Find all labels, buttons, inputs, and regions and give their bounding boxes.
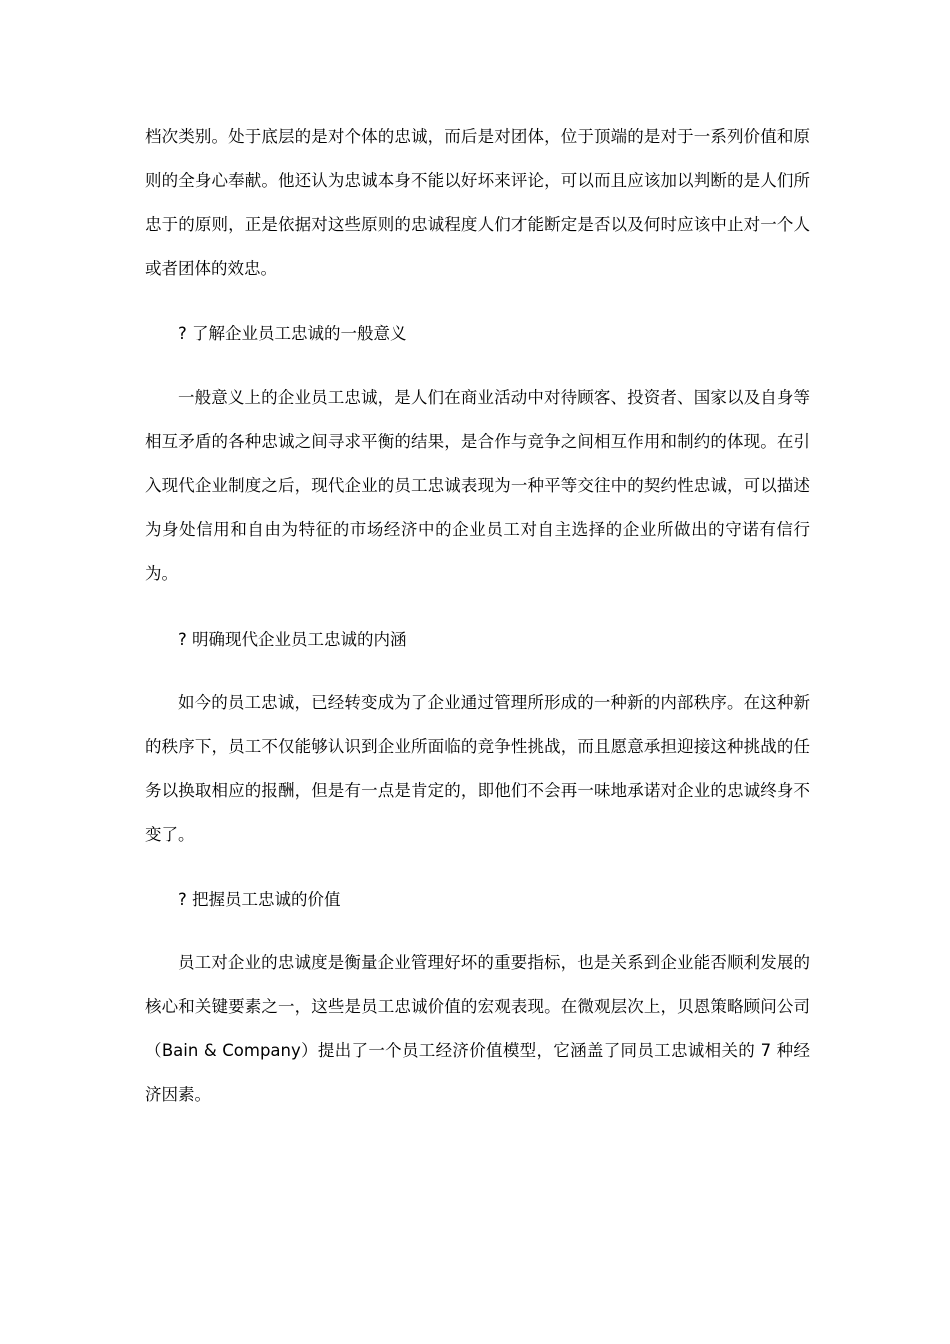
- section-heading-general-meaning: ? 了解企业员工忠诚的一般意义: [178, 324, 407, 343]
- paragraph-modern-connotation: 如今的员工忠诚，已经转变成为了企业通过管理所形成的一种新的内部秩序。在这种新的秩序下，员工不仅能够认识到企业所面临的竞争性挑战，而且愿意承担迎接这种挑战的任务以换取相应的报酬，但是有一点是肯定的，即他们不会再一味地承诺对企业的忠诚终身不变了。: [145, 693, 810, 844]
- paragraph-intro-continuation: 档次类别。处于底层的是对个体的忠诚，而后是对团体，位于顶端的是对于一系列价值和原则的全身心奉献。他还认为忠诚本身不能以好坏来评论，可以而且应该加以判断的是人们所忠于的原则，正是依据对这些原则的忠诚程度人们才能断定是否以及何时应该中止对一个人或者团体的效忠。: [145, 127, 810, 278]
- paragraph-loyalty-value: 员工对企业的忠诚度是衡量企业管理好坏的重要指标，也是关系到企业能否顺利发展的核心和关键要素之一，这些是员工忠诚价值的宏观表现。在微观层次上，贝恩策略顾问公司（Bain & Company）提出了一个员工经济价值模型，它涵盖了同员工忠诚相关的 7 种经济因素。: [145, 953, 810, 1104]
- section-heading-modern-connotation: ? 明确现代企业员工忠诚的内涵: [178, 630, 407, 649]
- section-heading-loyalty-value: ? 把握员工忠诚的价值: [178, 890, 341, 909]
- paragraph-general-meaning: 一般意义上的企业员工忠诚，是人们在商业活动中对待顾客、投资者、国家以及自身等相互矛盾的各种忠诚之间寻求平衡的结果，是合作与竞争之间相互作用和制约的体现。在引入现代企业制度之后，现代企业的员工忠诚表现为一种平等交往中的契约性忠诚，可以描述为身处信用和自由为特征的市场经济中的企业员工对自主选择的企业所做出的守诺有信行为。: [145, 388, 810, 583]
